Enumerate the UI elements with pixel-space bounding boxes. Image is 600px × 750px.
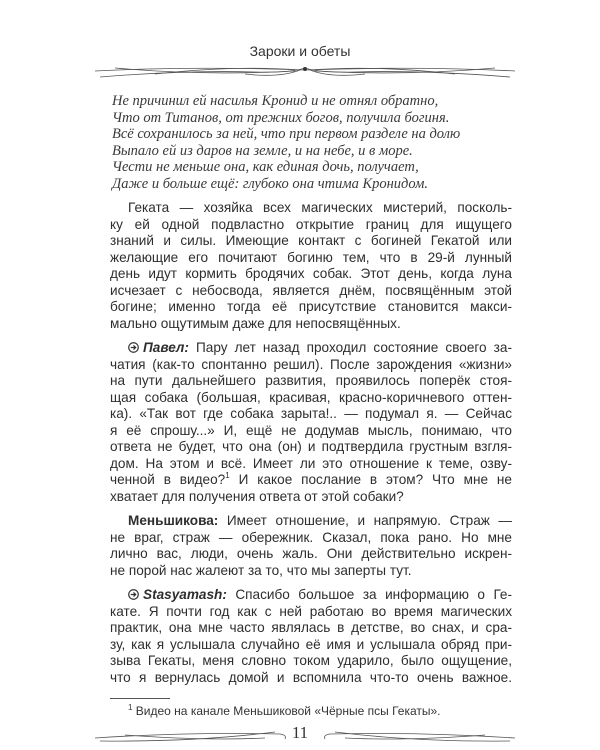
footnote-divider [110,698,170,699]
poem-line: Даже и больше ещё: глубоко она чтима Кронидом. [112,175,428,192]
text-line [110,513,512,530]
circled-arrow-icon [128,342,139,353]
text-segment: ченной в видео? [110,472,226,487]
text-line: дом. На этом и всё. Имеет ли это отношение к теме, озву- [110,455,512,471]
text-line: лично вас, люди, очень жаль. Они действительно искрен- [110,546,512,561]
text-line: день идут кормить бродячих собак. Этот день, когда луна [110,266,512,281]
text-line: практик, она мне часто являлась в детстве, во снах, и сра- [110,620,512,635]
poem-line: Всё сохранилось за ней, что при первом разделе на долю [112,126,461,142]
footnote [128,704,441,718]
footnote-text: Видео на канале Меньшиковой «Чёрные псы Гекаты». [132,704,441,718]
comment-text: Пару лет назад проходил состояние своего за- [188,340,512,355]
text-line: щая собака (большая, красивая, красно-коричневого оттен- [110,389,512,405]
text-line: чатия (как-то спонтанно решил). После зарождения «жизни» [110,356,512,372]
text-line: Геката — хозяйка всех магических мистерий, посколь- [128,200,512,215]
text-line: не враг, страж — обережник. Сказал, пока рано. Но мне [110,529,512,545]
text-line: зыва Гекаты, меня словно током ударило, было ощущение, [110,653,512,668]
text-line: желающие его почитают богиню тем, что в 29-й лунный [110,249,512,265]
text-line: зу, как я услышала случайно её имя и услышала обряд при- [110,636,512,652]
footnote-mark: 1 [128,703,133,712]
page-number: 11 [291,723,309,742]
text-line: кате. Я почти год как с ней работаю во время магических [110,603,512,619]
running-head: Зароки и обеты [249,43,351,59]
text-line: знаний и силы. Имеющие контакт с богиней Гекатой или [110,233,512,248]
text-line: богине; именно тогда её присутствие становится макси- [110,299,512,314]
text-line: я её спрошу...» И, ещё не додумав мысль, понимаю, что [110,422,512,438]
circled-arrow-icon [128,589,139,600]
text-line [110,587,512,604]
poem-line: Не причинил ей насилья Кронид и не отнял обратно, [112,93,439,109]
text-line: ка). «Так вот где собака зарыта!.. — подумал я. — Сейчас [110,406,512,421]
stasyamash-comment [110,587,512,686]
text-line: на пути дальнейшего развития, проявилось поперёк стоя- [110,373,512,388]
text-line: не порой нас жалеют за то, что мы заперты тут. [110,562,412,578]
text-line: мально ощутимым даже для непосвящённых. [110,315,401,331]
header-ornament [95,62,515,82]
text-line [110,472,512,489]
speaker-name: Меньшикова: [128,513,219,528]
reply-text: Имеет отношение, и напрямую. Страж — [218,513,512,528]
poem-line: Выпало ей из даров на земле, и на небе, и в море. [112,142,413,159]
poem-line: Что от Титанов, от прежних богов, получила богиня. [112,109,450,126]
text-line: ответа не будет, что она (он) и подтвердила грустным взгля- [110,439,512,454]
menshikova-reply [110,513,512,579]
text-line [110,340,512,357]
pavel-comment [110,340,512,505]
text-line: что я вернулась домой и вспомнила что-то очень важное. [110,669,512,685]
epigraph-poem [110,93,512,192]
poem-line: Чести не меньше она, как единая дочь, получает, [112,159,419,175]
speaker-name: Павел: [143,340,189,355]
speaker-name: Stasyamash: [143,587,227,602]
text-line: хватает для получения ответа от этой собаки? [110,488,404,504]
footnote-reference[interactable]: 1 [225,471,230,480]
page-body [110,93,512,686]
intro-paragraph [110,200,512,332]
text-line: ку ей одной подвластно открытие границ для ищущего [110,216,512,232]
comment-text: Спасибо большое за информацию о Ге- [226,587,512,602]
text-line: исчезает с небосвода, является днём, посвящённым этой [110,282,512,298]
text-segment: И какое послание в этом? Что мне не [229,472,512,487]
